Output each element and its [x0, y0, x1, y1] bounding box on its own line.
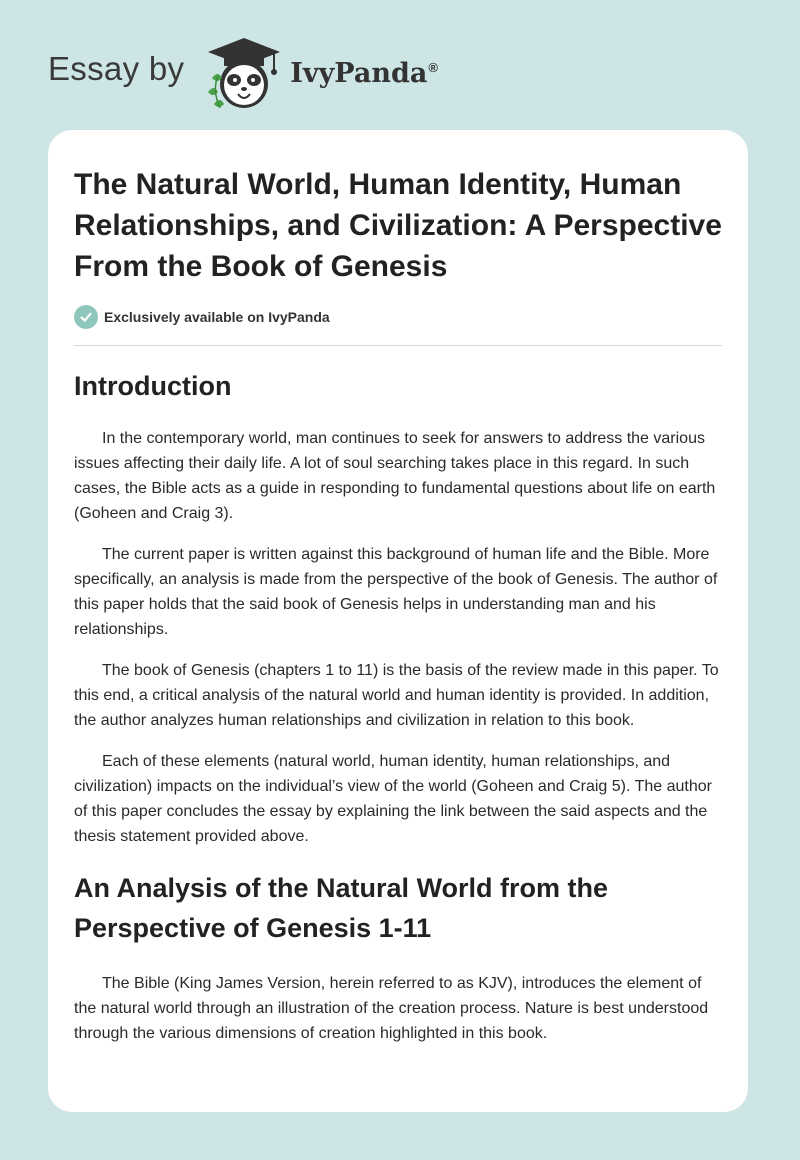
- section-natural-world: [74, 868, 722, 1046]
- registered-mark: ®: [428, 59, 438, 75]
- exclusive-badge: [74, 305, 722, 329]
- section-heading: Introduction: [74, 371, 232, 401]
- panda-logo-icon[interactable]: [198, 32, 288, 112]
- paragraph: The Bible (King James Version, herein referred to as KJV), introduces the element of the natural world through an illustration of the creation process. Nature is best understood through the various dimensions of creation highlighted in this book.: [74, 975, 709, 1042]
- essay-by-label: Essay by: [48, 50, 185, 87]
- paragraph: In the contemporary world, man continues to seek for answers to address the various issues affecting their daily life. A lot of soul searching takes place in this regard. In such cases, the Bible acts as a guide in responding to fundamental questions about life on earth (Goheen and Craig 3).: [74, 430, 716, 522]
- section-heading: An Analysis of the Natural World from the Perspective of Genesis 1-11: [74, 873, 609, 943]
- essay-title: The Natural World, Human Identity, Human Relationships, and Civilization: A Perspective From the Book of Genesis: [74, 168, 722, 283]
- paragraph: The current paper is written against this background of human life and the Bible. More specifically, an analysis is made from the perspective of the book of Genesis. The author of this paper holds that the said book of Genesis helps in understanding man and his relationships.: [74, 546, 718, 638]
- divider: [74, 345, 722, 346]
- site-header: [48, 32, 438, 112]
- badge-label: Exclusively available on IvyPanda: [104, 309, 330, 325]
- paragraph: Each of these elements (natural world, human identity, human relationships, and civilization) impacts on the individual’s view of the world (Goheen and Craig 5). The author of this paper concludes the essay by explaining the link between the said aspects and the thesis statement provided above.: [74, 753, 712, 845]
- paragraph: The book of Genesis (chapters 1 to 11) is the basis of the review made in this paper. To this end, a critical analysis of the natural world and human identity is provided. In addition, the author analyzes human relationships and civilization in relation to this book.: [74, 662, 719, 729]
- essay-card: [48, 130, 748, 1112]
- brand-name[interactable]: IvyPanda®: [290, 57, 438, 89]
- section-introduction: [74, 366, 722, 849]
- check-icon: [74, 305, 98, 329]
